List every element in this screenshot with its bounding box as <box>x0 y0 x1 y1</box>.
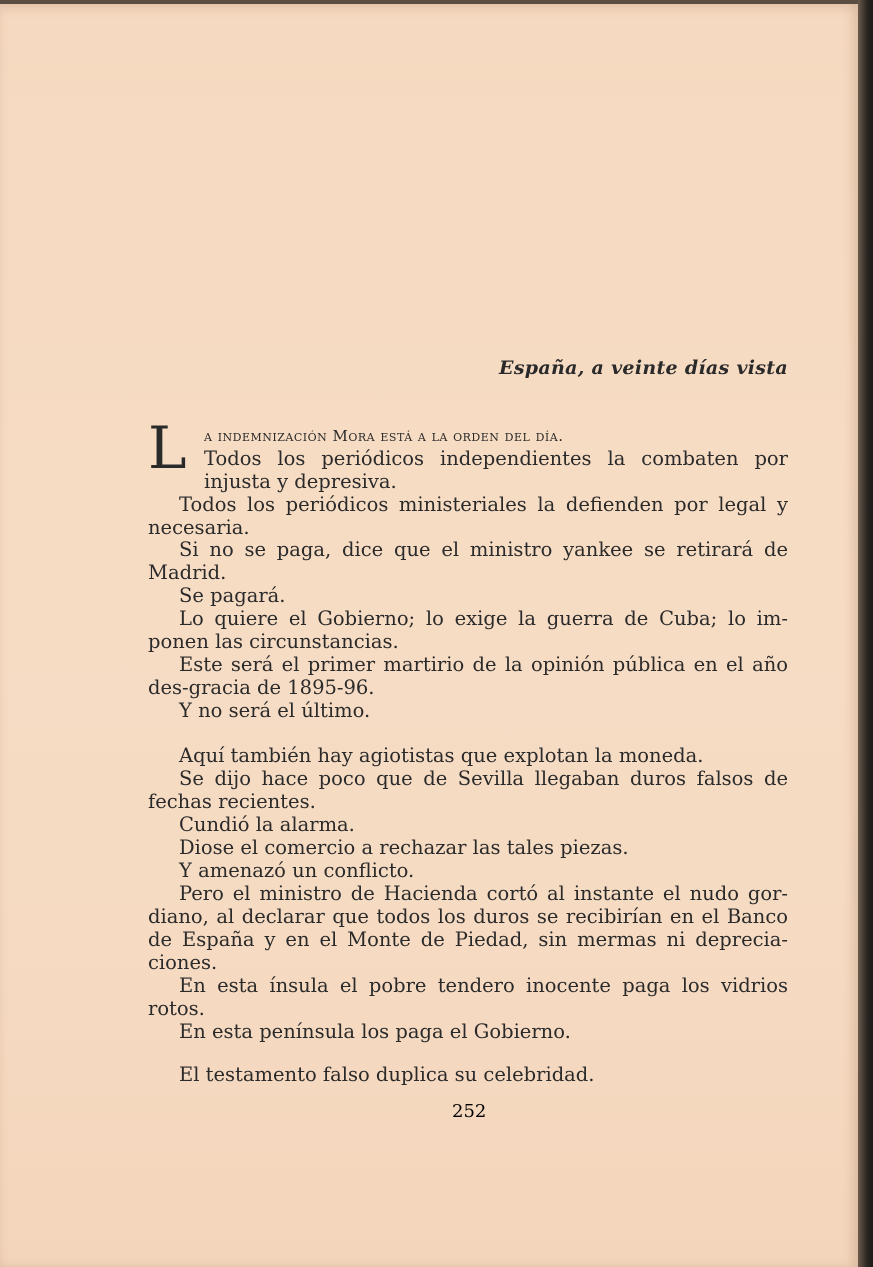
section-heading: España, a veinte días vista <box>499 357 788 379</box>
text-line: Y no será el último. <box>179 699 371 722</box>
text-line: Si no se paga, dice que el ministro yankee se retirará de <box>179 538 788 561</box>
text-line: Todos los periódicos independientes la combaten por <box>204 447 788 470</box>
text-line: El testamento falso duplica su celebridad. <box>179 1063 595 1086</box>
text-line: Este será el primer martirio de la opinión pública en el año <box>179 653 788 676</box>
opening-line-text: a indemnización Mora está a la orden del día. <box>204 427 564 445</box>
text-line: Y amenazó un conflicto. <box>179 859 415 882</box>
text-line: En esta ínsula el pobre tendero inocente paga los vidrios <box>179 974 788 997</box>
text-line: des-gracia de 1895-96. <box>148 676 375 699</box>
text-line: Aquí también hay agiotistas que explotan la moneda. <box>179 744 704 767</box>
text-line: Lo quiere el Gobierno; lo exige la guerra de Cuba; lo im- <box>179 607 788 630</box>
text-line: Se dijo hace poco que de Sevilla llegaban duros falsos de <box>179 767 788 790</box>
text-line: En esta península los paga el Gobierno. <box>179 1020 571 1043</box>
text-line: Diose el comercio a rechazar las tales piezas. <box>179 836 629 859</box>
text-line: Cundió la alarma. <box>179 813 355 836</box>
text-line: ciones. <box>148 951 218 974</box>
page-right-edge <box>858 0 873 1267</box>
page-number: 252 <box>452 1101 487 1122</box>
text-line: fechas recientes. <box>148 790 316 813</box>
text-line: Pero el ministro de Hacienda cortó al instante el nudo gor- <box>179 882 788 905</box>
text-line: Madrid. <box>148 561 227 584</box>
text-line: Todos los periódicos ministeriales la defienden por legal y <box>179 493 788 516</box>
text-line: ponen las circunstancias. <box>148 630 399 653</box>
text-line: injusta y depresiva. <box>204 470 397 493</box>
text-line: Se pagará. <box>179 584 286 607</box>
text-line: rotos. <box>148 997 205 1020</box>
text-line: de España y en el Monte de Piedad, sin mermas ni deprecia- <box>148 928 788 951</box>
text-line: diano, al declarar que todos los duros se recibirían en el Banco <box>148 905 788 928</box>
text-line: necesaria. <box>148 516 250 539</box>
drop-cap: L <box>148 414 187 482</box>
